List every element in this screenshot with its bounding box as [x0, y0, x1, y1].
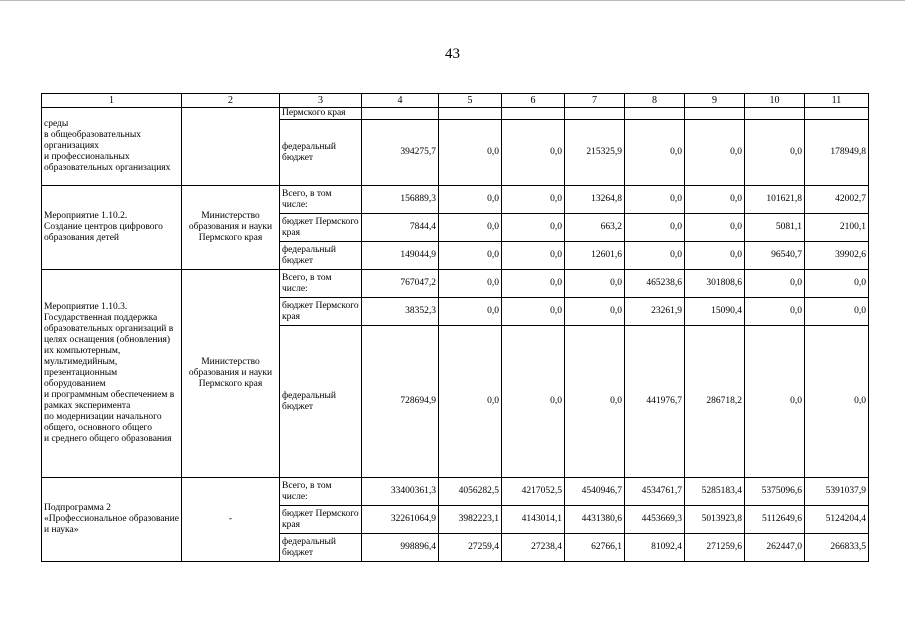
amount-cell [625, 108, 685, 120]
amount-cell: 5124204,4 [805, 506, 869, 534]
activity-name: Мероприятие 1.10.3. Государственная поддержка образовательных организаций в целях оснащения (обновления) их компьютерным, мультимедийным, презентационным оборудованием и программным обеспечением в рамках эксперимента по модернизации начального общего, основного общего и среднего общего образования [42, 270, 182, 478]
amount-cell: 4431380,6 [565, 506, 625, 534]
amount-cell: 101621,8 [745, 186, 805, 214]
funding-source: бюджет Пермского края [280, 298, 362, 326]
amount-cell: 5112649,6 [745, 506, 805, 534]
amount-cell: 38352,3 [362, 298, 439, 326]
amount-cell: 465238,6 [625, 270, 685, 298]
table-row [42, 270, 869, 298]
funding-source: бюджет Пермского края [280, 506, 362, 534]
executor: Министерство образования и науки Пермского края [182, 270, 280, 478]
amount-cell: 0,0 [625, 186, 685, 214]
amount-cell [565, 108, 625, 120]
amount-cell: 0,0 [685, 242, 745, 270]
amount-cell: 0,0 [565, 270, 625, 298]
amount-cell: 62766,1 [565, 534, 625, 562]
amount-cell: 4453669,3 [625, 506, 685, 534]
amount-cell: 0,0 [502, 214, 565, 242]
amount-cell: 81092,4 [625, 534, 685, 562]
scan-edge [0, 0, 905, 1]
amount-cell: 0,0 [439, 298, 502, 326]
amount-cell: 301808,6 [685, 270, 745, 298]
amount-cell: 0,0 [502, 270, 565, 298]
amount-cell: 23261,9 [625, 298, 685, 326]
amount-cell: 4056282,5 [439, 478, 502, 506]
amount-cell: 5375096,6 [745, 478, 805, 506]
amount-cell [502, 108, 565, 120]
budget-table [41, 93, 869, 562]
amount-cell: 4143014,1 [502, 506, 565, 534]
amount-cell: 0,0 [439, 186, 502, 214]
amount-cell: 0,0 [805, 326, 869, 478]
amount-cell: 0,0 [439, 242, 502, 270]
amount-cell: 0,0 [805, 270, 869, 298]
amount-cell [685, 108, 745, 120]
amount-cell: 663,2 [565, 214, 625, 242]
amount-cell [745, 108, 805, 120]
header-cell: 4 [362, 94, 439, 108]
amount-cell: 0,0 [565, 326, 625, 478]
funding-source: Всего, в том числе: [280, 186, 362, 214]
table-row [42, 108, 869, 120]
amount-cell: 0,0 [685, 214, 745, 242]
amount-cell: 728694,9 [362, 326, 439, 478]
amount-cell: 0,0 [805, 298, 869, 326]
amount-cell: 149044,9 [362, 242, 439, 270]
amount-cell: 5081,1 [745, 214, 805, 242]
executor: Министерство образования и науки Пермского края [182, 186, 280, 270]
activity-name: Мероприятие 1.10.2. Создание центров цифрового образования детей [42, 186, 182, 270]
amount-cell: 0,0 [685, 120, 745, 186]
amount-cell: 27259,4 [439, 534, 502, 562]
amount-cell: 12601,6 [565, 242, 625, 270]
table-row [42, 186, 869, 214]
amount-cell: 215325,9 [565, 120, 625, 186]
amount-cell: 0,0 [745, 270, 805, 298]
page-number: 43 [445, 46, 460, 62]
amount-cell: 0,0 [565, 298, 625, 326]
funding-source: бюджет Пермского края [280, 214, 362, 242]
amount-cell: 0,0 [502, 298, 565, 326]
funding-source: федеральный бюджет [280, 326, 362, 478]
amount-cell: 0,0 [502, 120, 565, 186]
amount-cell: 7844,4 [362, 214, 439, 242]
activity-name: Подпрограмма 2 «Профессиональное образование и наука» [42, 478, 182, 562]
amount-cell: 27238,4 [502, 534, 565, 562]
amount-cell [439, 108, 502, 120]
amount-cell: 0,0 [439, 120, 502, 186]
header-row [42, 94, 869, 108]
amount-cell: 271259,6 [685, 534, 745, 562]
header-cell: 10 [745, 94, 805, 108]
amount-cell: 2100,1 [805, 214, 869, 242]
amount-cell: 0,0 [502, 326, 565, 478]
amount-cell: 5013923,8 [685, 506, 745, 534]
header-cell: 3 [280, 94, 362, 108]
amount-cell: 42002,7 [805, 186, 869, 214]
amount-cell: 266833,5 [805, 534, 869, 562]
amount-cell: 4217052,5 [502, 478, 565, 506]
funding-source: федеральный бюджет [280, 120, 362, 186]
amount-cell: 4534761,7 [625, 478, 685, 506]
amount-cell: 0,0 [502, 242, 565, 270]
amount-cell: 767047,2 [362, 270, 439, 298]
amount-cell: 441976,7 [625, 326, 685, 478]
amount-cell: 0,0 [439, 326, 502, 478]
amount-cell: 32261064,9 [362, 506, 439, 534]
header-cell: 5 [439, 94, 502, 108]
table-body [42, 94, 869, 562]
amount-cell: 0,0 [745, 120, 805, 186]
executor: - [182, 478, 280, 562]
amount-cell: 0,0 [625, 120, 685, 186]
funding-source: федеральный бюджет [280, 534, 362, 562]
executor [182, 108, 280, 186]
amount-cell: 0,0 [625, 242, 685, 270]
amount-cell: 13264,8 [565, 186, 625, 214]
table-row [42, 478, 869, 506]
amount-cell: 998896,4 [362, 534, 439, 562]
amount-cell: 33400361,3 [362, 478, 439, 506]
amount-cell: 178949,8 [805, 120, 869, 186]
funding-source: Всего, в том числе: [280, 270, 362, 298]
header-cell: 2 [182, 94, 280, 108]
amount-cell: 262447,0 [745, 534, 805, 562]
amount-cell: 286718,2 [685, 326, 745, 478]
amount-cell: 39902,6 [805, 242, 869, 270]
amount-cell: 0,0 [439, 270, 502, 298]
amount-cell: 4540946,7 [565, 478, 625, 506]
amount-cell: 5391037,9 [805, 478, 869, 506]
funding-source: Пермского края [280, 108, 362, 120]
amount-cell: 15090,4 [685, 298, 745, 326]
header-cell: 8 [625, 94, 685, 108]
amount-cell [362, 108, 439, 120]
amount-cell: 156889,3 [362, 186, 439, 214]
header-cell: 9 [685, 94, 745, 108]
header-cell: 11 [805, 94, 869, 108]
amount-cell: 0,0 [502, 186, 565, 214]
amount-cell: 0,0 [745, 298, 805, 326]
funding-source: Всего, в том числе: [280, 478, 362, 506]
activity-name: среды в общеобразовательных организациях и профессиональных образовательных организациях [42, 108, 182, 186]
amount-cell: 394275,7 [362, 120, 439, 186]
header-cell: 1 [42, 94, 182, 108]
amount-cell: 3982223,1 [439, 506, 502, 534]
amount-cell: 0,0 [625, 214, 685, 242]
header-cell: 7 [565, 94, 625, 108]
amount-cell: 0,0 [685, 186, 745, 214]
amount-cell [805, 108, 869, 120]
amount-cell: 96540,7 [745, 242, 805, 270]
amount-cell: 5285183,4 [685, 478, 745, 506]
header-cell: 6 [502, 94, 565, 108]
amount-cell: 0,0 [745, 326, 805, 478]
funding-source: федеральный бюджет [280, 242, 362, 270]
amount-cell: 0,0 [439, 214, 502, 242]
